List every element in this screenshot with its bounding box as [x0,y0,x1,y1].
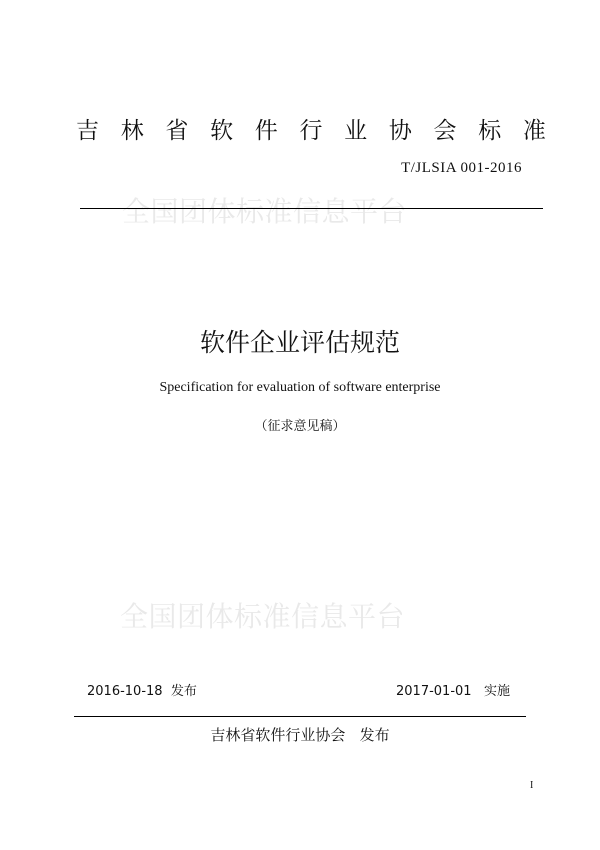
org-header-char: 件 [254,118,278,144]
implement-date: 2017-01-01 实施 [396,684,510,699]
org-header-char: 准 [522,118,546,144]
org-header-char: 吉 [76,118,99,144]
watermark-top: 全国团体标准信息平台 [122,195,408,228]
org-header-char: 会 [433,118,457,144]
publish-date: 2016-10-18 发布 [87,684,197,699]
org-header-char: 协 [388,118,412,144]
document-title-en: Specification for evaluation of software enterprise [159,380,441,395]
org-header-char: 行 [299,118,323,144]
page-number: I [530,780,534,791]
organization-header [76,116,546,146]
org-header-char: 省 [165,118,189,144]
standard-code: T/JLSIA 001-2016 [401,160,522,176]
org-header-char: 软 [210,118,234,144]
top-divider [80,208,543,209]
publisher: 吉林省软件行业协会 发布 [210,726,390,744]
document-title-cn: 软件企业评估规范 [199,328,400,357]
org-header-char: 业 [344,118,368,144]
org-header-char: 标 [478,118,502,144]
bottom-divider [74,716,526,717]
watermark-middle: 全国团体标准信息平台 [120,600,406,633]
org-header-char: 林 [120,118,144,144]
draft-note: （征求意见稿） [254,419,346,434]
